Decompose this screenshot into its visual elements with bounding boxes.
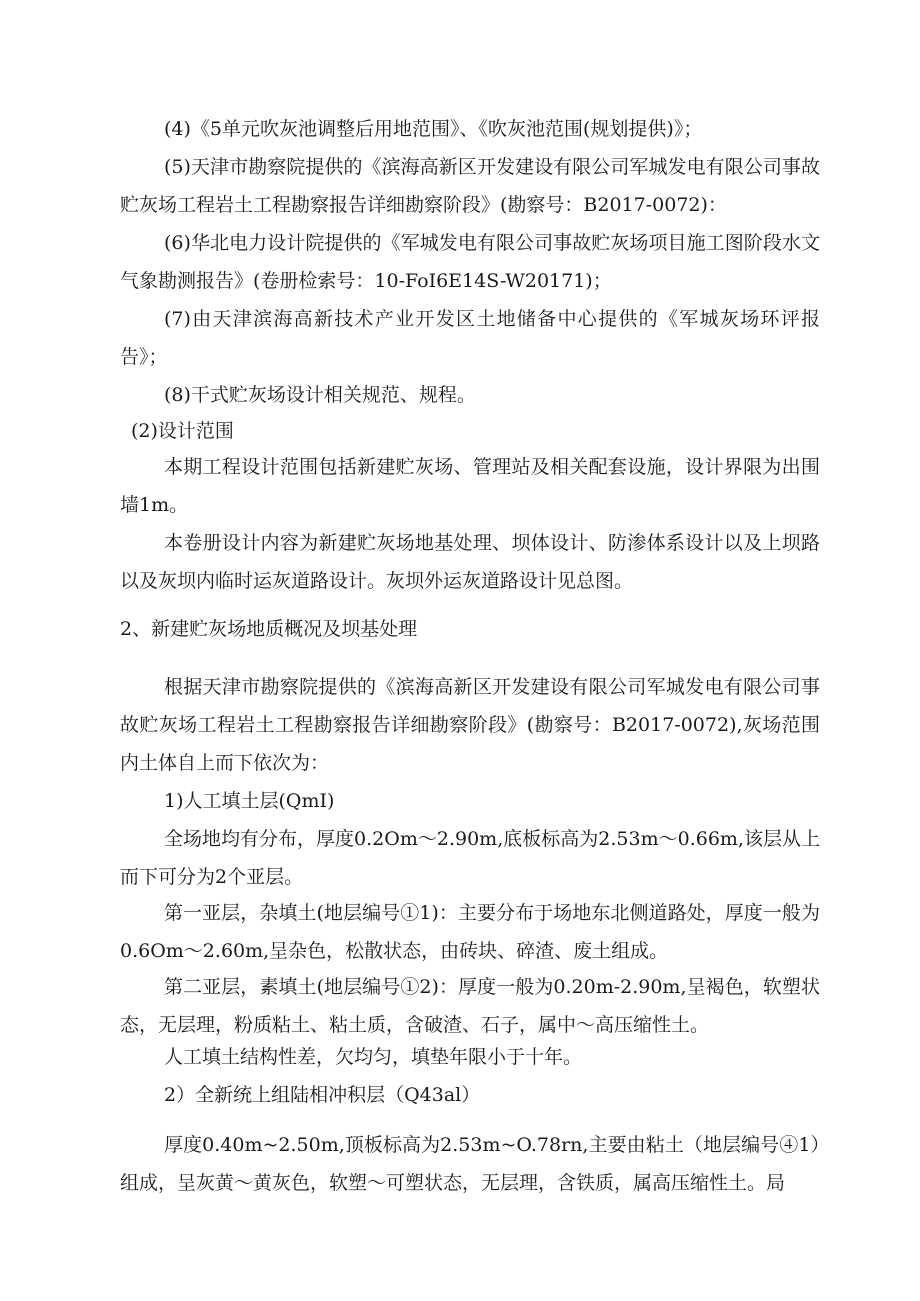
sublayer-1-paragraph: 第一亚层，杂填土(地层编号①1)：主要分布于场地东北侧道路处，厚度一般为0.6Om～2.60m,呈杂色，松散状态，由砖块、碎渣、废土组成。 [120,902,820,962]
reference-item-6: (6)华北电力设计院提供的《军城发电有限公司事故贮灰场项目施工图阶段水文气象勘测报告》(卷册检索号：10-FoI6E14S-W20171)； [120,232,820,292]
section-heading-geology: 2、新建贮灰场地质概况及坝基处理 [120,618,418,640]
layer-heading-artificial-fill: 1)人工填土层(QmI) [164,790,335,812]
alluvial-layer-paragraph: 厚度0.40m~2.50m,顶板标高为2.53m~O.78rn,主要由粘土（地层编号④1）组成，呈灰黄～黄灰色，软塑～可塑状态，无层理，含铁质，属高压缩性土。局 [120,1134,820,1194]
reference-item-4: (4)《5单元吹灰池调整后用地范围》、《吹灰池范围(规划提供)》； [164,118,703,140]
fill-summary-paragraph: 人工填土结构性差，欠均匀，填垫年限小于十年。 [164,1046,583,1068]
reference-item-7: (7)由天津滨海高新技术产业开发区土地储备中心提供的《军城灰场环评报告》； [120,308,820,368]
layer-heading-alluvial: 2）全新统上组陆相冲积层（Q43al） [164,1084,481,1106]
reference-item-8: (8)干式贮灰场设计相关规范、规程。 [164,384,476,406]
reference-item-5: (5)天津市勘察院提供的《滨海高新区开发建设有限公司军城发电有限公司事故贮灰场工程岩土工程勘察报告详细勘察阶段》(勘察号：B2017-0072)： [120,156,820,216]
sublayer-2-paragraph: 第二亚层，素填土(地层编号①2)：厚度一般为0.20m-2.90m,呈褐色，软塑状态，无层理，粉质粘土、粘土质，含破渣、石子，属中～高压缩性土。 [120,976,820,1036]
artificial-fill-paragraph: 全场地均有分布，厚度0.2Om～2.90m,底板标高为2.53m～0.66m,该层从上而下可分为2个亚层。 [120,828,820,888]
section-heading-design-scope: (2)设计范围 [131,420,234,442]
design-scope-paragraph: 本期工程设计范围包括新建贮灰场、管理站及相关配套设施，设计界限为出围墙1m。 [120,456,820,516]
volume-content-paragraph: 本卷册设计内容为新建贮灰场地基处理、坝体设计、防渗体系设计以及上坝路以及灰坝内临时运灰道路设计。灰坝外运灰道路设计见总图。 [120,532,820,592]
geology-intro-paragraph: 根据天津市勘察院提供的《滨海高新区开发建设有限公司军城发电有限公司事故贮灰场工程岩土工程勘察报告详细勘察阶段》(勘察号：B2017-0072),灰场范围内土体自上而下依次为： [120,676,820,774]
